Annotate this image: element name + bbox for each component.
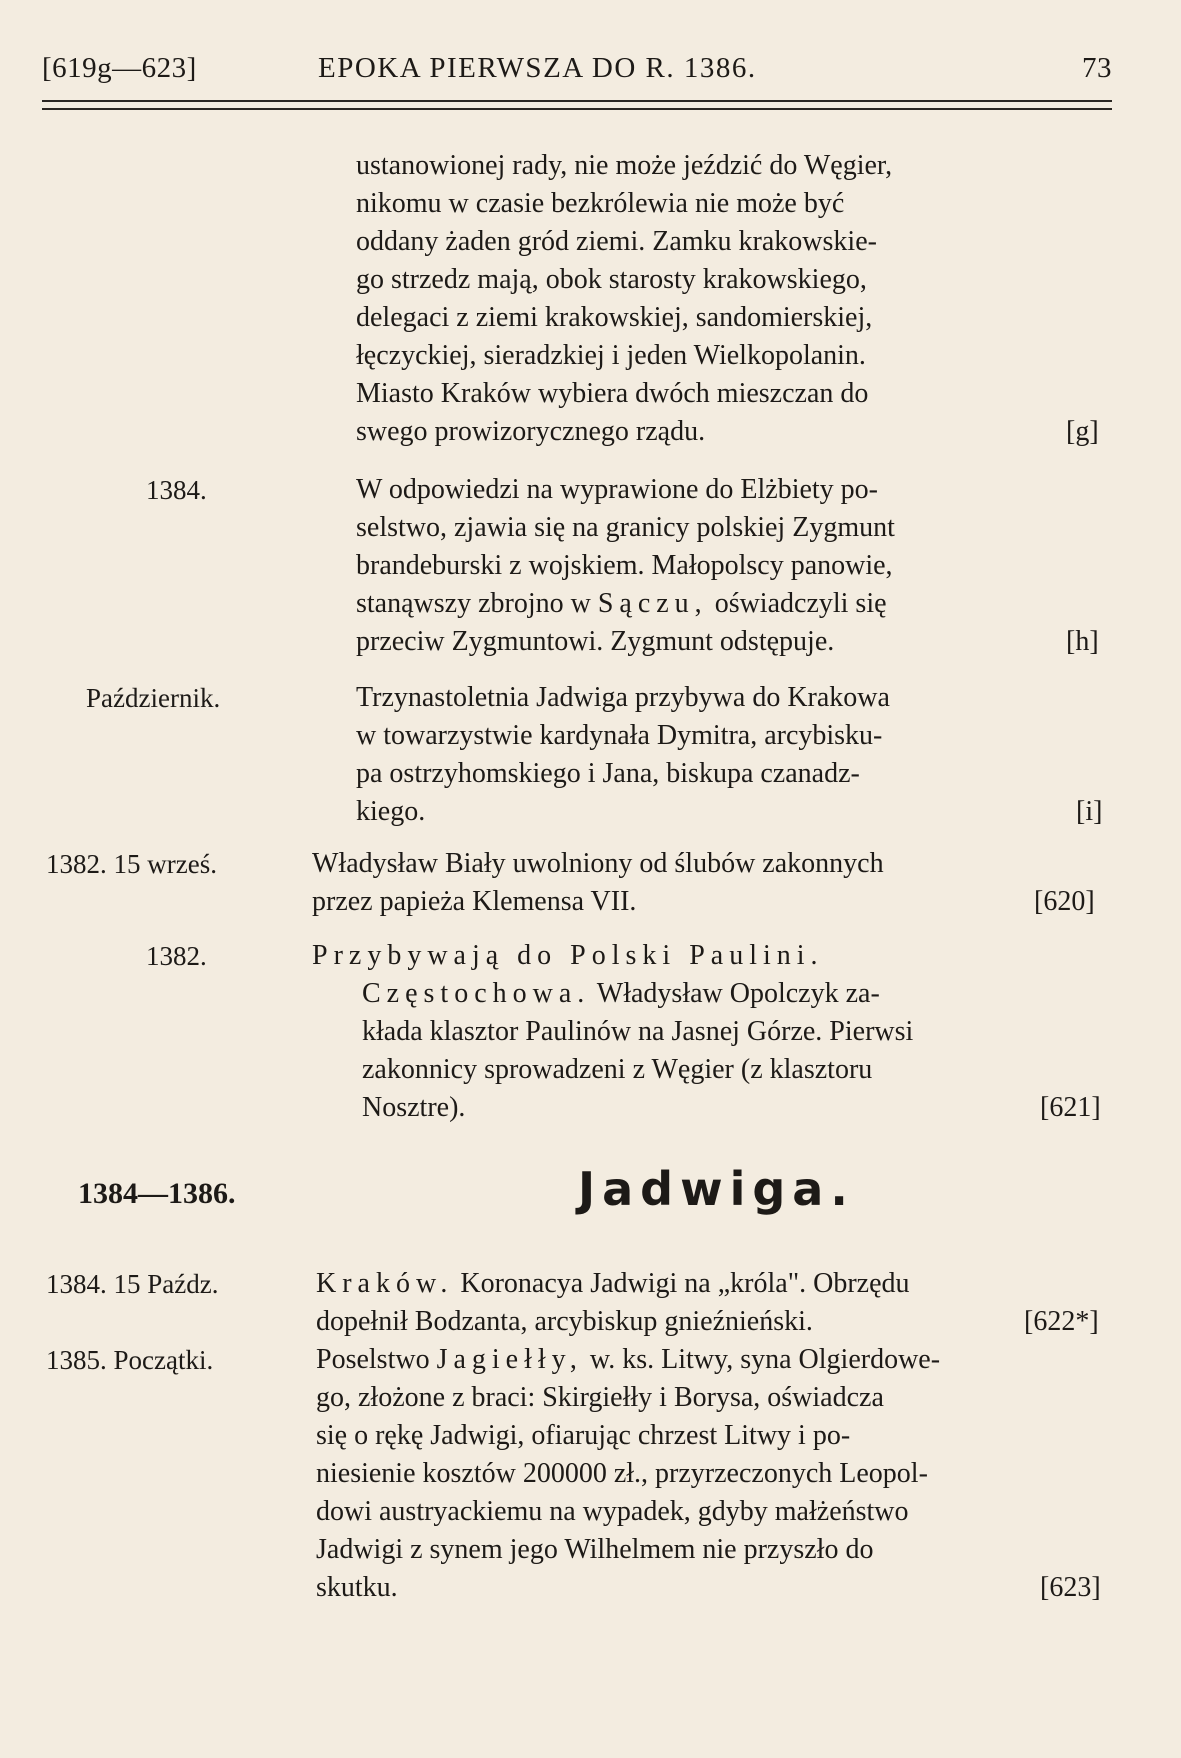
text-fragment: w. ks. Litwy, syna Olgierdowe-	[589, 1344, 941, 1375]
reference-marker: [620]	[1034, 886, 1095, 917]
section-title: Jadwiga.	[578, 1162, 855, 1216]
text-line: zakonnicy sprowadzeni z Węgier (z klasztoru	[362, 1054, 873, 1085]
text-line: nikomu w czasie bezkrólewia nie może być	[356, 188, 845, 219]
text-line: brandeburski z wojskiem. Małopolscy panowie,	[356, 550, 893, 581]
text-line: delegaci z ziemi krakowskiej, sandomierskiej,	[356, 302, 873, 333]
spaced-place-name: Częstochowa.	[362, 978, 591, 1009]
margin-date: 1385. Początki.	[46, 1345, 214, 1375]
header-double-rule	[42, 100, 1112, 110]
text-line: się o rękę Jadwigi, ofiarując chrzest Litwy i po-	[316, 1420, 851, 1451]
text-line: ustanowionej rady, nie może jeździć do Węgier,	[356, 150, 893, 181]
text-line: go strzedz mają, obok starosty krakowskiego,	[356, 264, 867, 295]
text-fragment: Poselstwo	[316, 1344, 430, 1375]
text-line: Miasto Kraków wybiera dwóch mieszczan do	[356, 378, 869, 409]
margin-date: 1382.	[146, 941, 207, 971]
reference-marker: [g]	[1066, 416, 1099, 447]
reference-marker: [h]	[1066, 626, 1099, 657]
text-fragment: Koronacya Jadwigi na „króla". Obrzędu	[460, 1268, 910, 1299]
text-line: Trzynastoletnia Jadwiga przybywa do Krakowa	[356, 682, 890, 713]
text-line: oddany żaden gród ziemi. Zamku krakowskie-	[356, 226, 877, 257]
text-line: przeciw Zygmuntowi. Zygmunt odstępuje.	[356, 626, 835, 657]
margin-date: 1384.	[146, 475, 207, 505]
text-line	[316, 1342, 940, 1378]
text-line: selstwo, zjawia się na granicy polskiej Zygmunt	[356, 512, 895, 543]
text-line: pa ostrzyhomskiego i Jana, biskupa czanadz-	[356, 758, 860, 789]
reference-marker: [623]	[1040, 1572, 1101, 1603]
text-line: W odpowiedzi na wyprawione do Elżbiety po-	[356, 474, 879, 505]
spaced-heading-line: Przybywają do Polski Paulini.	[312, 940, 824, 971]
text-fragment: stanąwszy zbrojno w	[356, 588, 591, 619]
text-line: swego prowizorycznego rządu.	[356, 416, 706, 447]
text-line: niesienie kosztów 200000 zł., przyrzeczonych Leopol-	[316, 1458, 928, 1489]
spaced-place-name: Sączu,	[597, 588, 708, 619]
text-line: łęczyckiej, sieradzkiej i jeden Wielkopolanin.	[356, 340, 866, 371]
text-line	[316, 1266, 910, 1302]
text-line: Władysław Biały uwolniony od ślubów zakonnych	[312, 848, 884, 879]
text-fragment: Władysław Opolczyk za-	[596, 978, 880, 1009]
text-line	[362, 976, 880, 1012]
text-line: dowi austryackiemu na wypadek, gdyby małżeństwo	[316, 1496, 909, 1527]
text-line: go, złożone z braci: Skirgiełły i Borysa, oświadcza	[316, 1382, 884, 1413]
text-line: skutku.	[316, 1572, 398, 1603]
spaced-place-name: Kraków.	[316, 1268, 454, 1299]
page-number: 73	[1082, 52, 1112, 84]
text-fragment: oświadczyli się	[714, 588, 887, 619]
reference-marker: [i]	[1076, 796, 1103, 827]
text-line: przez papieża Klemensa VII.	[312, 886, 637, 917]
running-head	[42, 52, 1112, 96]
running-head-range: [619g—623]	[42, 52, 197, 84]
margin-date: 1382. 15 wrześ.	[46, 849, 217, 879]
section-date-range: 1384—1386.	[78, 1177, 236, 1210]
text-line: kłada klasztor Paulinów na Jasnej Górze. Pierwsi	[362, 1016, 914, 1047]
reference-marker: [622*]	[1024, 1306, 1099, 1337]
text-line: Nosztre).	[362, 1092, 466, 1123]
reference-marker: [621]	[1040, 1092, 1101, 1123]
text-line: dopełnił Bodzanta, arcybiskup gnieźnieński.	[316, 1306, 813, 1337]
margin-date: Październik.	[86, 683, 221, 713]
margin-date: 1384. 15 Paźdz.	[46, 1269, 219, 1299]
text-line: kiego.	[356, 796, 426, 827]
running-head-title: EPOKA PIERWSZA DO R. 1386.	[318, 52, 757, 84]
text-line: w towarzystwie kardynała Dymitra, arcybisku-	[356, 720, 883, 751]
text-line	[356, 586, 887, 622]
spaced-person-name: Jagiełły,	[436, 1344, 583, 1375]
text-line: Jadwigi z synem jego Wilhelmem nie przyszło do	[316, 1534, 874, 1565]
